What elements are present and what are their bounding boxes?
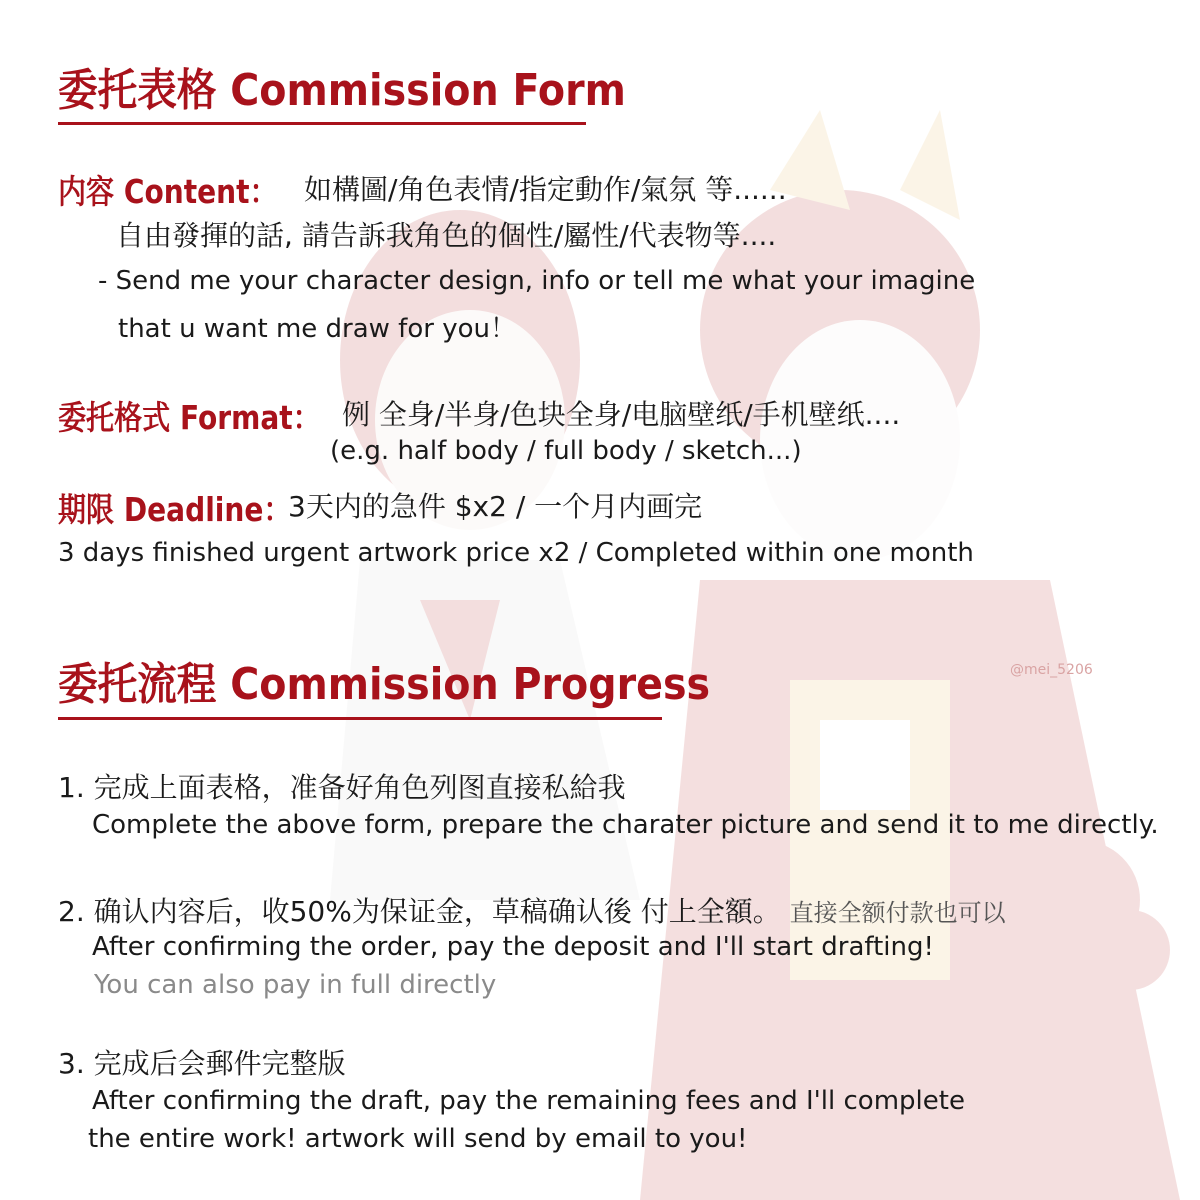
commission-progress-title <box>58 648 710 712</box>
commission-progress-divider <box>58 717 662 720</box>
content-text-line2: 自由發揮的話, 請告訴我角色的個性/屬性/代表物等.... <box>116 219 777 252</box>
content-en-dash: - <box>98 266 108 296</box>
content-text-line1: 如構圖/角色表情/指定動作/氣氛 等...... <box>304 173 787 206</box>
commission-progress-title-en: Commission Progress <box>230 659 711 710</box>
step-2-cn: 2. 确认内容后，收50%为保证金，草稿确认後 付上全額。 <box>58 895 781 928</box>
step-2-en: After confirming the order, pay the deposit and I'll start drafting! <box>92 932 934 962</box>
step-1-en: Complete the above form, prepare the charater picture and send it to me directly. <box>92 810 1159 840</box>
format-label <box>58 392 321 439</box>
step-2-en-note: You can also pay in full directly <box>94 970 497 1000</box>
step-3-en-line2: the entire work! artwork will send by email to you! <box>88 1124 748 1154</box>
commission-form-title <box>58 54 626 118</box>
artist-watermark: @mei_5206 <box>1010 662 1093 678</box>
content-en-line1-row <box>98 266 975 296</box>
commission-progress-title-cn: 委托流程 <box>58 659 217 710</box>
content-en-line1: Send me your character design, info or tell me what your imagine <box>115 266 976 296</box>
commission-form-title-cn: 委托表格 <box>58 65 217 116</box>
content-label-en: Content <box>123 172 250 211</box>
deadline-label-cn: 期限 <box>58 490 115 529</box>
deadline-text-line1: 3天内的急件 $x2 / 一个月内画完 <box>288 490 703 523</box>
step-3-cn: 3. 完成后会郵件完整版 <box>58 1047 346 1080</box>
step-1-cn: 1. 完成上面表格，准备好角色列图直接私給我 <box>58 771 626 804</box>
deadline-en-line: 3 days finished urgent artwork price x2 / Completed within one month <box>58 538 974 568</box>
format-text-line1: 例 全身/半身/色块全身/电脑壁纸/手机壁纸.... <box>342 398 901 431</box>
deadline-label <box>58 484 291 531</box>
content-label-colon: ： <box>249 172 278 211</box>
content-label <box>58 166 278 213</box>
step-2-cn-note: 直接全额付款也可以 <box>789 899 1006 927</box>
deadline-label-colon: ： <box>263 490 292 529</box>
content-label-cn: 内容 <box>58 172 115 211</box>
commission-form-title-en: Commission Form <box>230 65 626 116</box>
content-row <box>58 166 316 213</box>
step-3-en-line1: After confirming the draft, pay the remaining fees and I'll complete <box>92 1086 965 1116</box>
commission-form-divider <box>58 122 586 125</box>
format-label-colon: ： <box>292 398 321 437</box>
deadline-label-en: Deadline <box>123 490 264 529</box>
format-label-cn: 委托格式 <box>58 398 171 437</box>
format-label-en: Format <box>179 398 293 437</box>
step-2-cn-row <box>58 890 1006 930</box>
content-en-line2: that u want me draw for you！ <box>118 314 516 344</box>
format-en-line: (e.g. half body / full body / sketch...) <box>330 436 802 466</box>
